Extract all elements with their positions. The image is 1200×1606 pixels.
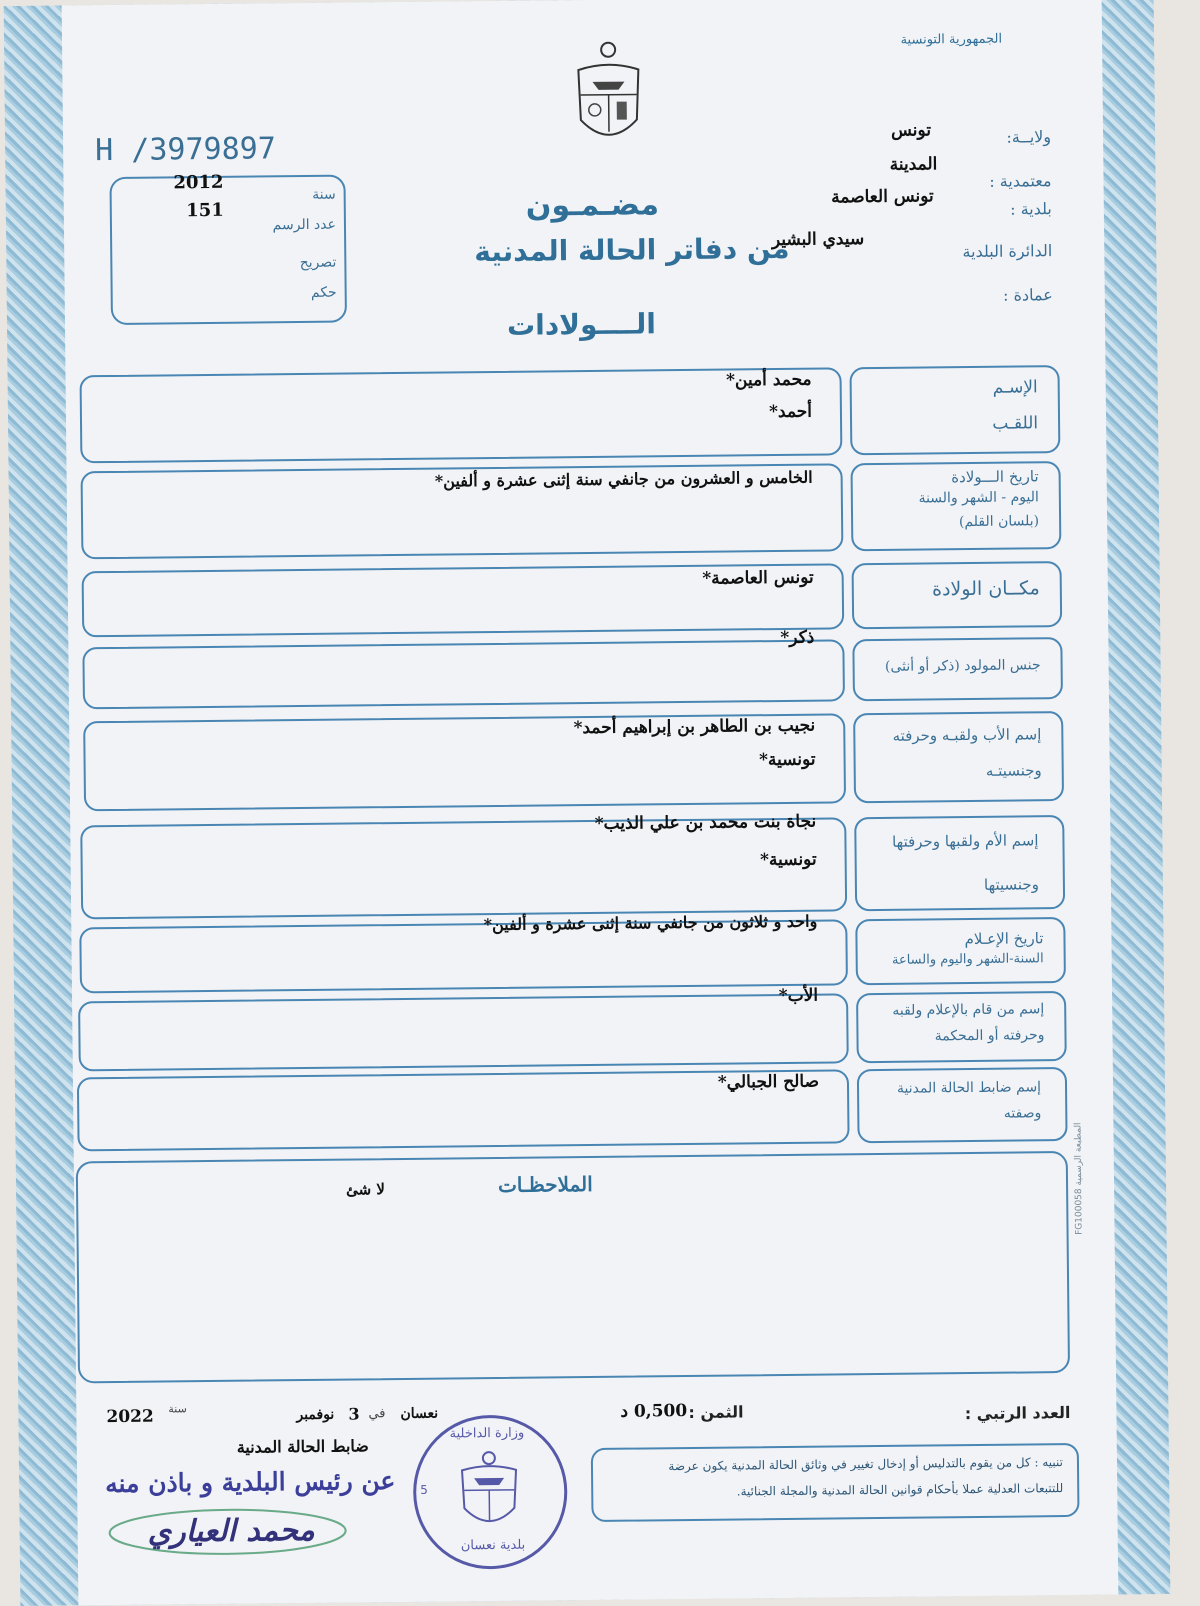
officer-label: إسم ضابط الحالة المدنية [897, 1079, 1041, 1097]
mother-value-box [80, 817, 847, 919]
price-value: 0,500 د [620, 1401, 687, 1422]
birth-date-label-box [850, 461, 1061, 551]
warning-line-1: تنبيه : كل من يقوم بالتدليس أو إدخال تغيير في وثائق الحالة المدنية يكون عرضة [668, 1455, 1063, 1473]
document-paper [62, 0, 1119, 1605]
place-name: نعسان [400, 1406, 438, 1422]
declarant-value: الأب* [779, 986, 819, 1006]
wilaya-value: تونس [891, 120, 931, 140]
moutamadiya-value: المدينة [890, 154, 938, 174]
first-name-value: محمد أمين* [726, 370, 812, 391]
title-registers: من دفاتر الحالة المدنية [474, 232, 790, 268]
surname-label: اللقـب [992, 413, 1038, 433]
sex-label: جنس المولود (ذكر أو أنثى) [885, 657, 1041, 675]
warning-box [591, 1443, 1080, 1522]
first-name-label: الإسـم [993, 377, 1038, 397]
judgment-label: حكم [311, 285, 337, 301]
declarant-value-box [78, 993, 849, 1071]
declaration-date-value: واحد و ثلاثون من جانفي سنة إثنى عشرة و ألفين* [484, 912, 818, 934]
moutamadiya-label: معتمدية : [989, 171, 1051, 191]
stamp-emblem [456, 1450, 523, 1535]
price-label: الثمن : [688, 1402, 743, 1422]
mother-name-value: نجاة بنت محمد بن علي الذيب* [595, 812, 817, 834]
name-label-box [849, 365, 1060, 455]
birthplace-value: تونس العاصمة* [702, 568, 814, 589]
mother-nationality-label: وجنسيتها [984, 875, 1039, 894]
birth-date-label: تاريخ الـــولادة [951, 467, 1039, 486]
serial-number: H /3979897 [95, 131, 276, 168]
declarant-sublabel: وحرفته أو المحكمة [935, 1027, 1045, 1044]
remarks-value: لا شئ [346, 1180, 385, 1198]
remarks-box [76, 1151, 1070, 1383]
father-name-value: نجيب بن الطاهر بن إبراهيم أحمد* [573, 716, 815, 739]
father-nationality-label: وجنسيتـه [986, 761, 1042, 780]
warning-line-2: للتتبعات العدلية عملا بأحكام قوانين الحالة المدنية والمجلة الجنائية. [737, 1481, 1064, 1498]
declarant-label: إسم من قام بالإعلام ولقبه [892, 1001, 1044, 1019]
baladiya-label: بلدية : [1010, 199, 1052, 218]
stamp-top-text: وزارة الداخلية [450, 1426, 525, 1442]
month-value: نوفمبر [296, 1407, 334, 1423]
signature-scribble [107, 1502, 368, 1565]
remarks-label: الملاحظـات [498, 1172, 593, 1197]
record-number-label: عدد الرسم [273, 217, 336, 234]
mother-label-box [854, 815, 1065, 911]
birthplace-label-box [852, 561, 1063, 629]
title-madmoun: مضـمـون [526, 187, 660, 223]
father-value-box [83, 713, 846, 811]
officer-title: ضابط الحالة المدنية [237, 1436, 369, 1456]
birth-date-value-box [81, 463, 844, 559]
title-births: الــــولادات [507, 307, 656, 342]
sex-value: ذكر* [780, 628, 814, 648]
surname-value: أحمد* [769, 402, 812, 422]
birth-date-value: الخامس و العشرون من جانفي سنة إثنى عشرة و ألفين* [435, 468, 813, 491]
officer-value: صالح الجبالي* [718, 1072, 819, 1093]
fi-label: في [368, 1406, 385, 1421]
officer-label-box [857, 1067, 1068, 1143]
birthplace-value-box [82, 563, 845, 637]
year-label: سنة [312, 187, 336, 203]
ordinal-number-label: العدد الرتبي : [965, 1403, 1071, 1423]
coat-of-arms-emblem [572, 39, 645, 152]
father-nationality-value: تونسية* [759, 750, 816, 771]
officer-value-box [77, 1069, 850, 1151]
baladiya-value: تونس العاصمة [831, 186, 934, 207]
sex-label-box [852, 637, 1063, 701]
birth-date-in-words-label: (بلسان القلم) [959, 513, 1039, 530]
registration-box [109, 175, 347, 325]
mayor-authorization: عن رئيس البلدية و باذن منه [105, 1466, 396, 1498]
daira-value: سيدي البشير [772, 229, 864, 250]
stamp-bottom-text: بلدية نعسان [461, 1538, 526, 1554]
declaration-date-value-box [79, 919, 848, 993]
name-value-box [80, 367, 843, 463]
footer-year-label: سنة [168, 1402, 187, 1415]
footer-year-value: 2022 [106, 1407, 154, 1427]
stamp-number: 5 [420, 1483, 428, 1497]
official-stamp [412, 1414, 568, 1570]
birth-date-sublabel: اليوم - الشهر والسنة [918, 489, 1038, 506]
declaration-date-sublabel: السنة-الشهر واليوم والساعة [892, 951, 1044, 968]
day-value: 3 [348, 1404, 359, 1423]
sex-value-box [82, 639, 845, 709]
printer-mark: المطبعة الرسمية FG100058 [1073, 1122, 1084, 1235]
declaration-date-label: تاريخ الإعـلام [964, 929, 1043, 948]
mother-nationality-value: تونسية* [760, 850, 817, 871]
republic-label: الجمهورية التونسية [900, 32, 1002, 48]
daira-label: الدائرة البلدية [962, 241, 1052, 261]
record-number-value: 151 [186, 200, 224, 221]
declaration-label: تصريح [300, 255, 337, 271]
father-label-box [853, 711, 1064, 803]
declarant-label-box [856, 991, 1067, 1063]
imada-label: عمادة : [1003, 285, 1053, 305]
mayor-signature: محمد العياري [147, 1513, 314, 1550]
father-label: إسم الأب ولقبـه وحرفته [892, 725, 1041, 745]
mother-label: إسم الأم ولقبها وحرفتها [892, 831, 1039, 851]
declaration-date-label-box [855, 917, 1066, 985]
year-value: 2012 [173, 172, 223, 194]
officer-sublabel: وصفته [1004, 1105, 1042, 1121]
birthplace-label: مكــان الولادة [932, 577, 1040, 600]
wilaya-label: ولايــة: [1006, 127, 1051, 146]
